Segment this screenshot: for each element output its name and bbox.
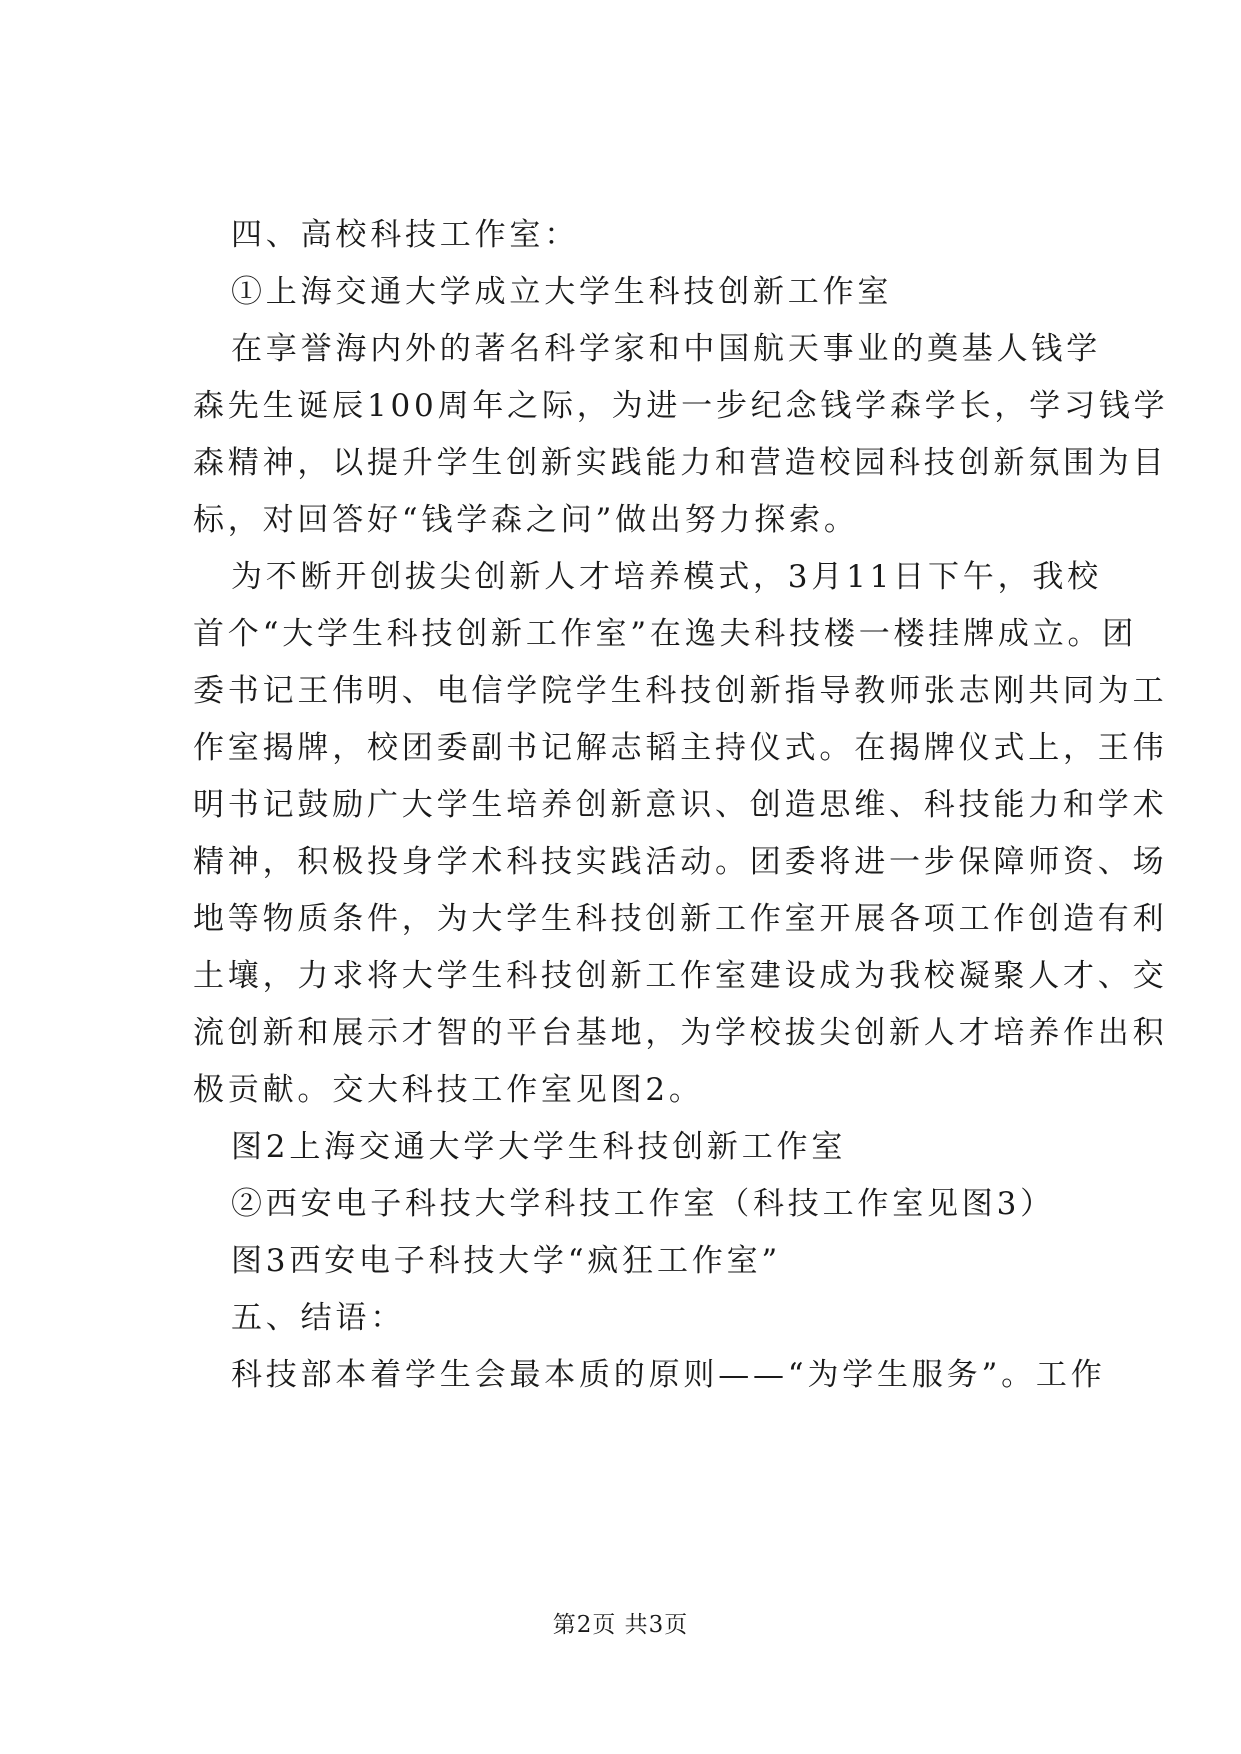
section-heading-4: 四、高校科技工作室：	[231, 217, 579, 253]
subheading-xidian: ②西安电子科技大学科技工作室（科技工作室见图3）	[231, 1186, 1055, 1222]
paragraph-line: 极贡献。交大科技工作室见图2。	[193, 1072, 704, 1108]
page-footer: 第2页 共3页	[552, 1612, 689, 1638]
paragraph-line: 在享誉海内外的著名科学家和中国航天事业的奠基人钱学	[231, 331, 1101, 367]
subheading-sjtu: ①上海交通大学成立大学生科技创新工作室	[231, 274, 893, 310]
figure-caption-2: 图2上海交通大学大学生科技创新工作室	[231, 1129, 847, 1165]
paragraph-line: 森精神，以提升学生创新实践能力和营造校园科技创新氛围为目	[193, 445, 1168, 481]
paragraph-line: 森先生诞辰100周年之际，为进一步纪念钱学森学长，学习钱学	[193, 388, 1169, 424]
paragraph-line: 标，对回答好“钱学森之问”做出努力探索。	[193, 502, 859, 538]
paragraph-line: 精神，积极投身学术科技实践活动。团委将进一步保障师资、场	[193, 844, 1168, 880]
paragraph-line: 科技部本着学生会最本质的原则——“为学生服务”。工作	[231, 1357, 1106, 1393]
section-heading-5: 五、结语：	[231, 1300, 405, 1336]
paragraph-line: 明书记鼓励广大学生培养创新意识、创造思维、科技能力和学术	[193, 787, 1168, 823]
paragraph-line: 为不断开创拔尖创新人才培养模式，3月11日下午，我校	[231, 559, 1102, 595]
paragraph-line: 首个“大学生科技创新工作室”在逸夫科技楼一楼挂牌成立。团	[193, 616, 1138, 652]
figure-caption-3: 图3西安电子科技大学“疯狂工作室”	[231, 1243, 782, 1279]
paragraph-line: 流创新和展示才智的平台基地，为学校拔尖创新人才培养作出积	[193, 1015, 1168, 1051]
paragraph-line: 作室揭牌，校团委副书记解志韬主持仪式。在揭牌仪式上，王伟	[193, 730, 1168, 766]
paragraph-line: 土壤，力求将大学生科技创新工作室建设成为我校凝聚人才、交	[193, 958, 1168, 994]
paragraph-line: 地等物质条件，为大学生科技创新工作室开展各项工作创造有利	[193, 901, 1168, 937]
paragraph-line: 委书记王伟明、电信学院学生科技创新指导教师张志刚共同为工	[193, 673, 1168, 709]
